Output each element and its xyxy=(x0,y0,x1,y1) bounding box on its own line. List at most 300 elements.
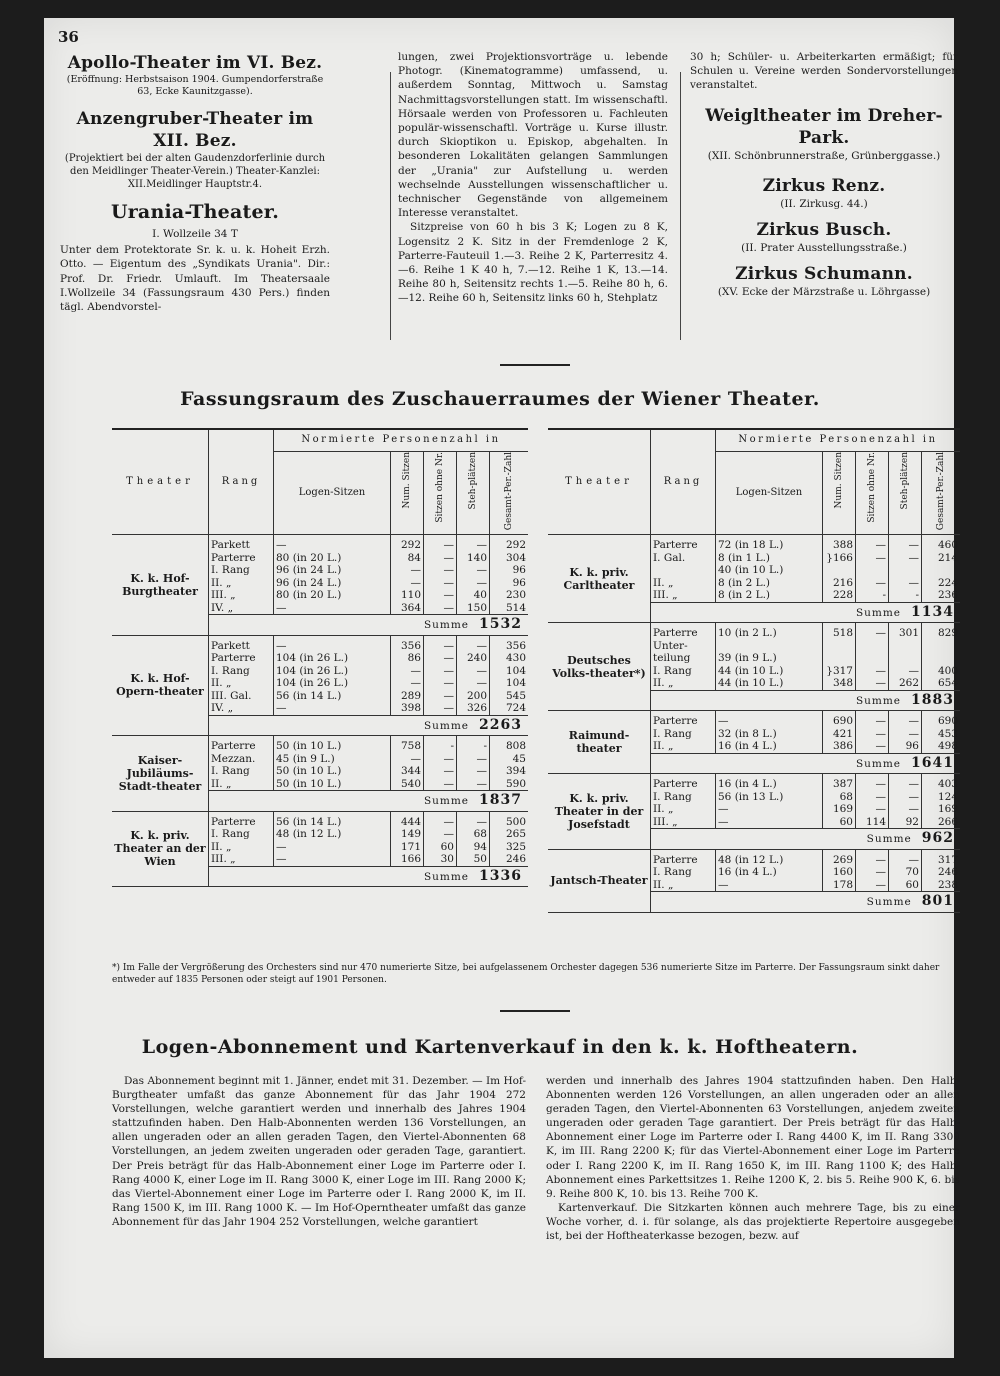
cell-rang: I. Rang xyxy=(651,791,716,804)
cell-rang: II. „ xyxy=(651,740,716,753)
cell-rang: II. „ xyxy=(209,677,274,690)
cell-unnum: — xyxy=(424,753,457,766)
cell-unnum: — xyxy=(424,690,457,703)
cell-steh: — xyxy=(889,803,922,816)
cell-steh: — xyxy=(457,765,490,778)
cell-num: 149 xyxy=(391,828,424,841)
cell-unnum: — xyxy=(856,774,889,791)
cell-unnum xyxy=(856,564,889,577)
cell-steh: — xyxy=(889,711,922,728)
cell-num: 421 xyxy=(823,728,856,741)
cell-rang: II. „ xyxy=(651,677,716,690)
summe-total: 2263 xyxy=(479,716,522,733)
theater-name: K. k. priv. Theater in der Josefstadt xyxy=(548,774,651,850)
cell-logen: 56 (in 14 L.) xyxy=(274,811,391,828)
cell-num: 178 xyxy=(823,879,856,892)
schumann-title: Zirkus Schumann. xyxy=(735,264,913,285)
cell-logen: — xyxy=(274,841,391,854)
cell-logen: 56 (in 13 L.) xyxy=(716,791,823,804)
cell-steh: — xyxy=(457,635,490,652)
cell-unnum: — xyxy=(424,635,457,652)
cell-unnum: — xyxy=(856,623,889,640)
cell-num: 68 xyxy=(823,791,856,804)
header-steh: Steh-plätzen xyxy=(467,451,478,509)
cell-rang: II. „ xyxy=(209,778,274,791)
cell-logen: 32 (in 8 L.) xyxy=(716,728,823,741)
cell-unnum: — xyxy=(424,811,457,828)
cell-num: }317 xyxy=(823,665,856,678)
cell-num xyxy=(823,564,856,577)
table-row xyxy=(548,774,960,791)
header-steh: Steh-plätzen xyxy=(899,451,910,509)
kartenverkauf-paragraph: Kartenverkauf. Die Sitzkarten können auch mehrere Tage, bis zu einer Woche vorher, d. i. für solange, als das projektierte Repertoire ausgegeben ist, bei der Hoftheaterkasse bezogen, bezw. auf xyxy=(546,1201,960,1243)
cell-unnum: — xyxy=(424,652,457,665)
urania-title: Urania-Theater. xyxy=(110,201,280,223)
cell-rang: III. „ xyxy=(651,589,716,602)
cell-rang: teilung xyxy=(651,652,716,665)
cell-num: 348 xyxy=(823,677,856,690)
cell-unnum: — xyxy=(856,665,889,678)
cell-logen: 80 (in 20 L.) xyxy=(274,589,391,602)
cell-logen: 10 (in 2 L.) xyxy=(716,623,823,640)
cell-unnum: — xyxy=(424,828,457,841)
cell-logen: 96 (in 24 L.) xyxy=(274,577,391,590)
column-left xyxy=(60,52,330,314)
cell-num: 356 xyxy=(391,635,424,652)
cell-unnum: 114 xyxy=(856,816,889,829)
cell-steh: — xyxy=(457,778,490,791)
cell-logen: — xyxy=(274,702,391,715)
theater-name: Jantsch-Theater xyxy=(548,849,651,912)
cell-logen: 104 (in 26 L.) xyxy=(274,665,391,678)
apollo-text: (Eröffnung: Herbstsaison 1904. Gumpendorferstraße 63, Ecke Kaunitzgasse). xyxy=(66,74,324,97)
summe-label: Summe xyxy=(855,694,902,707)
cell-unnum: - xyxy=(856,589,889,602)
cell-rang: Parterre xyxy=(651,774,716,791)
cell-ges: 45 xyxy=(512,752,526,765)
cell-logen: 48 (in 12 L.) xyxy=(274,828,391,841)
cell-steh: — xyxy=(457,564,490,577)
cell-ges: 124 xyxy=(937,790,958,803)
cell-ges: 246 xyxy=(937,866,958,879)
cell-num: 388 xyxy=(823,535,856,552)
summe-total: 962 xyxy=(921,830,954,847)
cell-ges: 317 xyxy=(937,853,958,866)
capacity-table-right xyxy=(548,428,960,913)
column-divider xyxy=(390,72,391,340)
cell-unnum: — xyxy=(856,879,889,892)
cell-logen: 16 (in 4 L.) xyxy=(716,740,823,753)
urania-description: lungen, zwei Projektionsvorträge u. lebende Photogr. (Kinematogramme) umfassend, u. außerdem Sonntag, Mittwoch u. Samstag Nachmittagsvorstellungen statt. Im wissenschaftl. Hörsaale werden von Professoren u. Fachleuten populär-wissenschaftl. Vorträge u. Kurse illustr. durch Skioptikon u. Episkop, abgehalten. In besonderen Lokalitäten gelangen Sammlungen der „Urania" zur Aufstellung u. werden wechselnde Ausstellungen wissenschaftlicher u. technischer Gegenstände von allgemeinem Interesse veranstaltet. xyxy=(398,51,668,220)
cell-rang: I. Gal. xyxy=(651,552,716,565)
cell-steh: — xyxy=(889,791,922,804)
cell-logen: 50 (in 10 L.) xyxy=(274,778,391,791)
abonnement-paragraph: Das Abonnement beginnt mit 1. Jänner, endet mit 31. Dezember. — Im Hof-Burgtheater umfaßt das ganze Abonnement für das Jahr 1904 272 Vorstellungen, welche garantiert werden und innerhalb des Jahres 1904 stattzufinden haben. Den Halb-Abonnenten werden 136 Vorstellungen, an allen ungeraden oder an allen geraden Tagen, den Viertel-Abonnenten 68 Vorstellungen, an jedem zweiten ungeraden oder geraden Tage, garantiert. Der Preis beträgt für das Halb-Abonnement einer Loge im Parterre oder I. Rang 4000 K, einer Loge im II. Rang 3000 K, einer Loge im III. Rang 2000 K; das Viertel-Abonnement einer Loge im Parterre oder I. Rang 2000 K, im II. Rang 1500 K, im III. Rang 1000 K. — Im Hof-Operntheater umfaßt das ganze Abonnement für das Jahr 1904 252 Vorstellungen, welche garantiert xyxy=(112,1075,526,1228)
cell-ges: 224 xyxy=(937,576,958,589)
cell-steh: 60 xyxy=(889,879,922,892)
cell-unnum: — xyxy=(856,803,889,816)
cell-unnum: — xyxy=(424,602,457,615)
busch-title: Zirkus Busch. xyxy=(756,220,892,241)
cell-ges: 500 xyxy=(505,815,526,828)
cell-logen: 44 (in 10 L.) xyxy=(716,665,823,678)
apollo-title: Apollo-Theater im VI. Bez. xyxy=(67,53,323,73)
cell-ges: 498 xyxy=(937,740,958,753)
summe-label: Summe xyxy=(866,896,912,909)
cell-num: — xyxy=(391,564,424,577)
cell-logen: — xyxy=(716,816,823,829)
cell-num: 216 xyxy=(823,577,856,590)
cell-num: 84 xyxy=(391,552,424,565)
cell-steh: — xyxy=(457,811,490,828)
capacity-table-left xyxy=(112,428,528,887)
cell-steh: - xyxy=(457,736,490,753)
table-row xyxy=(548,849,960,866)
cell-unnum: — xyxy=(424,589,457,602)
cell-ges: 104 xyxy=(505,677,526,690)
cell-rang: Parterre xyxy=(209,552,274,565)
cell-steh: — xyxy=(889,552,922,565)
cell-rang: II. „ xyxy=(209,577,274,590)
cell-rang: II. „ xyxy=(651,879,716,892)
cell-ges: 169 xyxy=(937,803,958,816)
cell-steh: 70 xyxy=(889,866,922,879)
theater-name: K. k. priv. Carltheater xyxy=(548,535,651,623)
cell-steh: — xyxy=(457,665,490,678)
cell-ges: 292 xyxy=(505,539,526,552)
cell-steh: 240 xyxy=(457,652,490,665)
cell-logen: 104 (in 26 L.) xyxy=(274,652,391,665)
page-number: 36 xyxy=(58,28,79,46)
cell-ges: 325 xyxy=(505,840,526,853)
table-row xyxy=(548,535,960,552)
separator-rule xyxy=(500,1010,570,1012)
cell-num: 289 xyxy=(391,690,424,703)
cell-ges: 246 xyxy=(505,853,526,866)
cell-rang: III. Gal. xyxy=(209,690,274,703)
header-logen: Logen-Sitzen xyxy=(716,451,823,535)
cell-ges: 808 xyxy=(505,740,526,753)
cell-num xyxy=(823,640,856,653)
cell-rang: I. Rang xyxy=(209,828,274,841)
cell-rang: III. „ xyxy=(209,589,274,602)
schumann-text: (XV. Ecke der Märzstraße u. Löhrgasse) xyxy=(717,286,931,299)
cell-unnum: — xyxy=(856,791,889,804)
cell-steh xyxy=(889,652,922,665)
cell-unnum: — xyxy=(856,677,889,690)
cell-unnum: — xyxy=(856,740,889,753)
cell-ges: 394 xyxy=(505,765,526,778)
cell-ges: 104 xyxy=(505,664,526,677)
cell-rang: I. Rang xyxy=(651,728,716,741)
cell-unnum: — xyxy=(856,728,889,741)
cell-unnum: — xyxy=(856,535,889,552)
summe-label: Summe xyxy=(423,719,470,732)
summe-label: Summe xyxy=(855,757,902,770)
cell-steh: — xyxy=(457,677,490,690)
cell-num: 387 xyxy=(823,774,856,791)
cell-rang: Parterre xyxy=(209,652,274,665)
cell-steh: 326 xyxy=(457,702,490,715)
cell-logen: 16 (in 4 L.) xyxy=(716,774,823,791)
cell-rang: Parkett xyxy=(209,635,274,652)
busch-text: (II. Prater Ausstellungsstraße.) xyxy=(741,242,907,255)
cell-unnum: — xyxy=(424,778,457,791)
cell-ges: 590 xyxy=(505,777,526,790)
header-gesamt: Gesamt-Per.-Zahl xyxy=(935,451,946,530)
cell-rang: Unter- xyxy=(651,640,716,653)
cell-unnum: — xyxy=(424,577,457,590)
cell-ges: 654 xyxy=(937,677,958,690)
cell-unnum: — xyxy=(424,564,457,577)
cell-ges: 724 xyxy=(505,702,526,715)
cell-rang: Parterre xyxy=(209,811,274,828)
cell-ges: 453 xyxy=(937,727,958,740)
header-theater: Theater xyxy=(548,429,651,535)
cell-steh: 94 xyxy=(457,841,490,854)
cell-steh: — xyxy=(457,535,490,552)
cell-steh: 200 xyxy=(457,690,490,703)
cell-rang: II. „ xyxy=(651,577,716,590)
theater-name: Kaiser-Jubiläums-Stadt-theater xyxy=(112,736,209,812)
summe-total: 1837 xyxy=(479,792,522,809)
cell-steh: 92 xyxy=(889,816,922,829)
header-theater: Theater xyxy=(112,429,209,535)
cell-rang: II. „ xyxy=(209,841,274,854)
cell-logen: 50 (in 10 L.) xyxy=(274,765,391,778)
cell-logen: 45 (in 9 L.) xyxy=(274,753,391,766)
cell-rang: I. Rang xyxy=(651,665,716,678)
cell-num: 364 xyxy=(391,602,424,615)
table-row xyxy=(548,711,960,728)
cell-unnum: — xyxy=(424,702,457,715)
cell-logen: — xyxy=(274,535,391,552)
cell-unnum: — xyxy=(856,577,889,590)
cell-rang: II. „ xyxy=(651,803,716,816)
cell-ges: 545 xyxy=(505,689,526,702)
cell-steh: — xyxy=(457,577,490,590)
cell-ges: 266 xyxy=(937,815,958,828)
cell-ges: 230 xyxy=(505,589,526,602)
cell-rang: I. Rang xyxy=(209,564,274,577)
cell-steh: — xyxy=(889,665,922,678)
cell-logen: 8 (in 1 L.) xyxy=(716,552,823,565)
cell-rang xyxy=(651,564,716,577)
urania-text: Unter dem Protektorate Sr. k. u. k. Hoheit Erzh. Otto. — Eigentum des „Syndikats Urania". Dir.: Prof. Dr. Friedr. Umlauft. Im Theatersaale I.Wollzeile 34 (Fassungsraum 430 Pers.) finden tägl. Abendvorstel- xyxy=(60,244,330,314)
cell-logen: 104 (in 26 L.) xyxy=(274,677,391,690)
cell-steh: 262 xyxy=(889,677,922,690)
theater-name: K. k. Hof-Opern-theater xyxy=(112,635,209,736)
cell-unnum: 30 xyxy=(424,853,457,866)
cell-logen: 80 (in 20 L.) xyxy=(274,552,391,565)
summe-label: Summe xyxy=(423,619,470,632)
cell-steh: — xyxy=(457,753,490,766)
theater-name: K. k. Hof-Burgtheater xyxy=(112,535,209,636)
cell-num: 344 xyxy=(391,765,424,778)
cell-num: 690 xyxy=(823,711,856,728)
cell-steh: — xyxy=(889,774,922,791)
theater-name: K. k. priv. Theater an der Wien xyxy=(112,811,209,887)
cell-logen: 40 (in 10 L.) xyxy=(716,564,823,577)
theater-name: Deutsches Volks-theater*) xyxy=(548,623,651,711)
cell-steh xyxy=(889,640,922,653)
cell-unnum: — xyxy=(424,535,457,552)
cell-unnum: — xyxy=(424,765,457,778)
cell-ges xyxy=(922,640,961,653)
summe-total: 1532 xyxy=(479,616,522,633)
footnote: *) Im Falle der Vergrößerung des Orchesters sind nur 470 numerierte Sitze, bei aufgelassenem Orchester dagegen 536 numerierte Sitze im Parterre. Der Fassungsraum sinkt daher entweder auf 1835 Personen oder steigt auf 1901 Personen. xyxy=(112,963,940,985)
table-row xyxy=(112,535,528,552)
column-divider xyxy=(680,72,681,340)
cell-rang: I. Rang xyxy=(209,665,274,678)
cell-rang: Parkett xyxy=(209,535,274,552)
cell-logen: — xyxy=(716,879,823,892)
cell-ges: 238 xyxy=(937,878,958,891)
cell-ges: 400 xyxy=(937,664,958,677)
cell-steh: — xyxy=(889,728,922,741)
cell-unnum: - xyxy=(424,736,457,753)
cell-rang: I. Rang xyxy=(209,765,274,778)
cell-unnum: 60 xyxy=(424,841,457,854)
abonnement-text-left xyxy=(112,1074,526,1229)
table-heading: Fassungsraum des Zuschauerraumes der Wiener Theater. xyxy=(180,388,820,410)
cell-ges: 460 xyxy=(937,539,958,552)
cell-num: 166 xyxy=(391,853,424,866)
cell-rang: Mezzan. xyxy=(209,753,274,766)
renz-title: Zirkus Renz. xyxy=(762,175,886,196)
cell-ges: 430 xyxy=(505,652,526,665)
header-unnum: Sitzen ohne Nr. xyxy=(866,451,877,523)
cell-rang: IV. „ xyxy=(209,602,274,615)
cell-logen: 44 (in 10 L.) xyxy=(716,677,823,690)
header-normiert: Normierte Personenzahl in xyxy=(716,429,961,451)
cell-steh: — xyxy=(889,849,922,866)
summe-total: 1883 xyxy=(911,691,954,708)
cell-num: 86 xyxy=(391,652,424,665)
cell-logen: 39 (in 9 L.) xyxy=(716,652,823,665)
header-num: Num. Sitzen xyxy=(401,451,412,508)
cell-num: 292 xyxy=(391,535,424,552)
cell-steh: 301 xyxy=(889,623,922,640)
cell-rang: IV. „ xyxy=(209,702,274,715)
header-logen: Logen-Sitzen xyxy=(274,451,391,535)
summe-label: Summe xyxy=(423,795,470,808)
cell-ges: 96 xyxy=(512,564,526,577)
cell-unnum: — xyxy=(856,866,889,879)
summe-total: 801 xyxy=(921,893,954,910)
theater-name: Raimund-theater xyxy=(548,711,651,774)
header-unnum: Sitzen ohne Nr. xyxy=(434,451,445,523)
cell-steh: - xyxy=(889,589,922,602)
anzengruber-text: (Projektiert bei der alten Gaudenzdorferlinie durch den Meidlinger Theater-Verein.) Theater-Kanzlei: XII.Meidlinger Hauptstr.4. xyxy=(64,153,326,190)
section-heading: Logen-Abonnement und Kartenverkauf in den k. k. Hoftheatern. xyxy=(141,1036,859,1058)
cell-ges: 403 xyxy=(937,778,958,791)
cell-logen: 48 (in 12 L.) xyxy=(716,849,823,866)
weigl-text: (XII. Schönbrunnerstraße, Grünberggasse.) xyxy=(707,149,941,162)
cell-logen: 50 (in 10 L.) xyxy=(274,736,391,753)
separator-rule xyxy=(500,364,570,366)
table-row xyxy=(112,736,528,753)
cell-steh: — xyxy=(889,535,922,552)
abonnement-paragraph-cont: werden und innerhalb des Jahres 1904 stattzufinden haben. Den Halb-Abonnenten werden 126 Vorstellungen, an allen ungeraden oder an allen geraden Tagen, den Viertel-Abonnenten 63 Vorstellungen, anjedem zweiten ungeraden oder geraden Tage garantiert. Der Preis beträgt für das Halb-Abonnement einer Loge im Parterre oder I. Rang 4400 K, im II. Rang 3300 K, im III. Rang 2200 K; für das Viertel-Abonnement einer Loge im Parterre oder I. Rang 2200 K, im II. Rang 1650 K, im III. Rang 1100 K; des Halb-Abonnement eines Parkettsitzes 1. Reihe 1200 K, 2. bis 5. Reihe 900 K, 6. bis 9. Reihe 800 K, 10. bis 13. Reihe 700 K. xyxy=(546,1075,960,1200)
cell-logen: — xyxy=(274,853,391,866)
urania-prices-cont: 30 h; Schüler- u. Arbeiterkarten ermäßigt; für Schulen u. Vereine werden Sondervorstellungen veranstaltet. xyxy=(690,51,958,92)
cell-ges: 96 xyxy=(512,576,526,589)
cell-logen: 16 (in 4 L.) xyxy=(716,866,823,879)
cell-steh: 68 xyxy=(457,828,490,841)
cell-num: 60 xyxy=(823,816,856,829)
cell-num: — xyxy=(391,677,424,690)
summe-total: 1134 xyxy=(911,603,954,620)
cell-num: 540 xyxy=(391,778,424,791)
header-rang: Rang xyxy=(209,429,274,535)
summe-label: Summe xyxy=(855,606,902,619)
cell-rang: Parterre xyxy=(651,623,716,640)
cell-num: 171 xyxy=(391,841,424,854)
cell-ges: 514 xyxy=(505,601,526,614)
cell-unnum: — xyxy=(424,552,457,565)
cell-ges: 265 xyxy=(505,828,526,841)
cell-unnum: — xyxy=(424,677,457,690)
cell-logen: 56 (in 14 L.) xyxy=(274,690,391,703)
cell-logen: 8 (in 2 L.) xyxy=(716,589,823,602)
table-row xyxy=(112,635,528,652)
abonnement-text-right xyxy=(546,1074,960,1243)
cell-num: 110 xyxy=(391,589,424,602)
cell-steh: 40 xyxy=(457,589,490,602)
cell-steh: — xyxy=(889,577,922,590)
cell-steh: 50 xyxy=(457,853,490,866)
column-right xyxy=(690,50,958,299)
summe-label: Summe xyxy=(866,833,912,846)
cell-rang: Parterre xyxy=(209,736,274,753)
cell-rang: III. „ xyxy=(209,853,274,866)
cell-logen: — xyxy=(716,711,823,728)
cell-steh: 96 xyxy=(889,740,922,753)
summe-total: 1336 xyxy=(479,867,522,884)
cell-logen: 96 (in 24 L.) xyxy=(274,564,391,577)
cell-logen: — xyxy=(274,635,391,652)
cell-ges: 829 xyxy=(937,627,958,640)
cell-num: 228 xyxy=(823,589,856,602)
cell-unnum: — xyxy=(856,711,889,728)
cell-steh: 140 xyxy=(457,552,490,565)
cell-unnum: — xyxy=(856,849,889,866)
cell-rang: Parterre xyxy=(651,849,716,866)
table-row xyxy=(112,811,528,828)
cell-logen xyxy=(716,640,823,653)
cell-num: — xyxy=(391,753,424,766)
cell-steh xyxy=(889,564,922,577)
cell-ges: 236 xyxy=(937,589,958,602)
table-row xyxy=(548,623,960,640)
cell-ges xyxy=(922,652,961,665)
cell-logen: 72 (in 18 L.) xyxy=(716,535,823,552)
summe-total: 1641 xyxy=(911,754,954,771)
cell-unnum: — xyxy=(424,665,457,678)
cell-logen: — xyxy=(274,602,391,615)
cell-logen: — xyxy=(716,803,823,816)
cell-num: }166 xyxy=(823,552,856,565)
cell-unnum xyxy=(856,640,889,653)
cell-num: 444 xyxy=(391,811,424,828)
cell-ges: 304 xyxy=(505,551,526,564)
cell-num: 169 xyxy=(823,803,856,816)
cell-ges: 214 xyxy=(937,551,958,564)
cell-rang: I. Rang xyxy=(651,866,716,879)
cell-num: — xyxy=(391,577,424,590)
header-num: Num. Sitzen xyxy=(833,451,844,508)
